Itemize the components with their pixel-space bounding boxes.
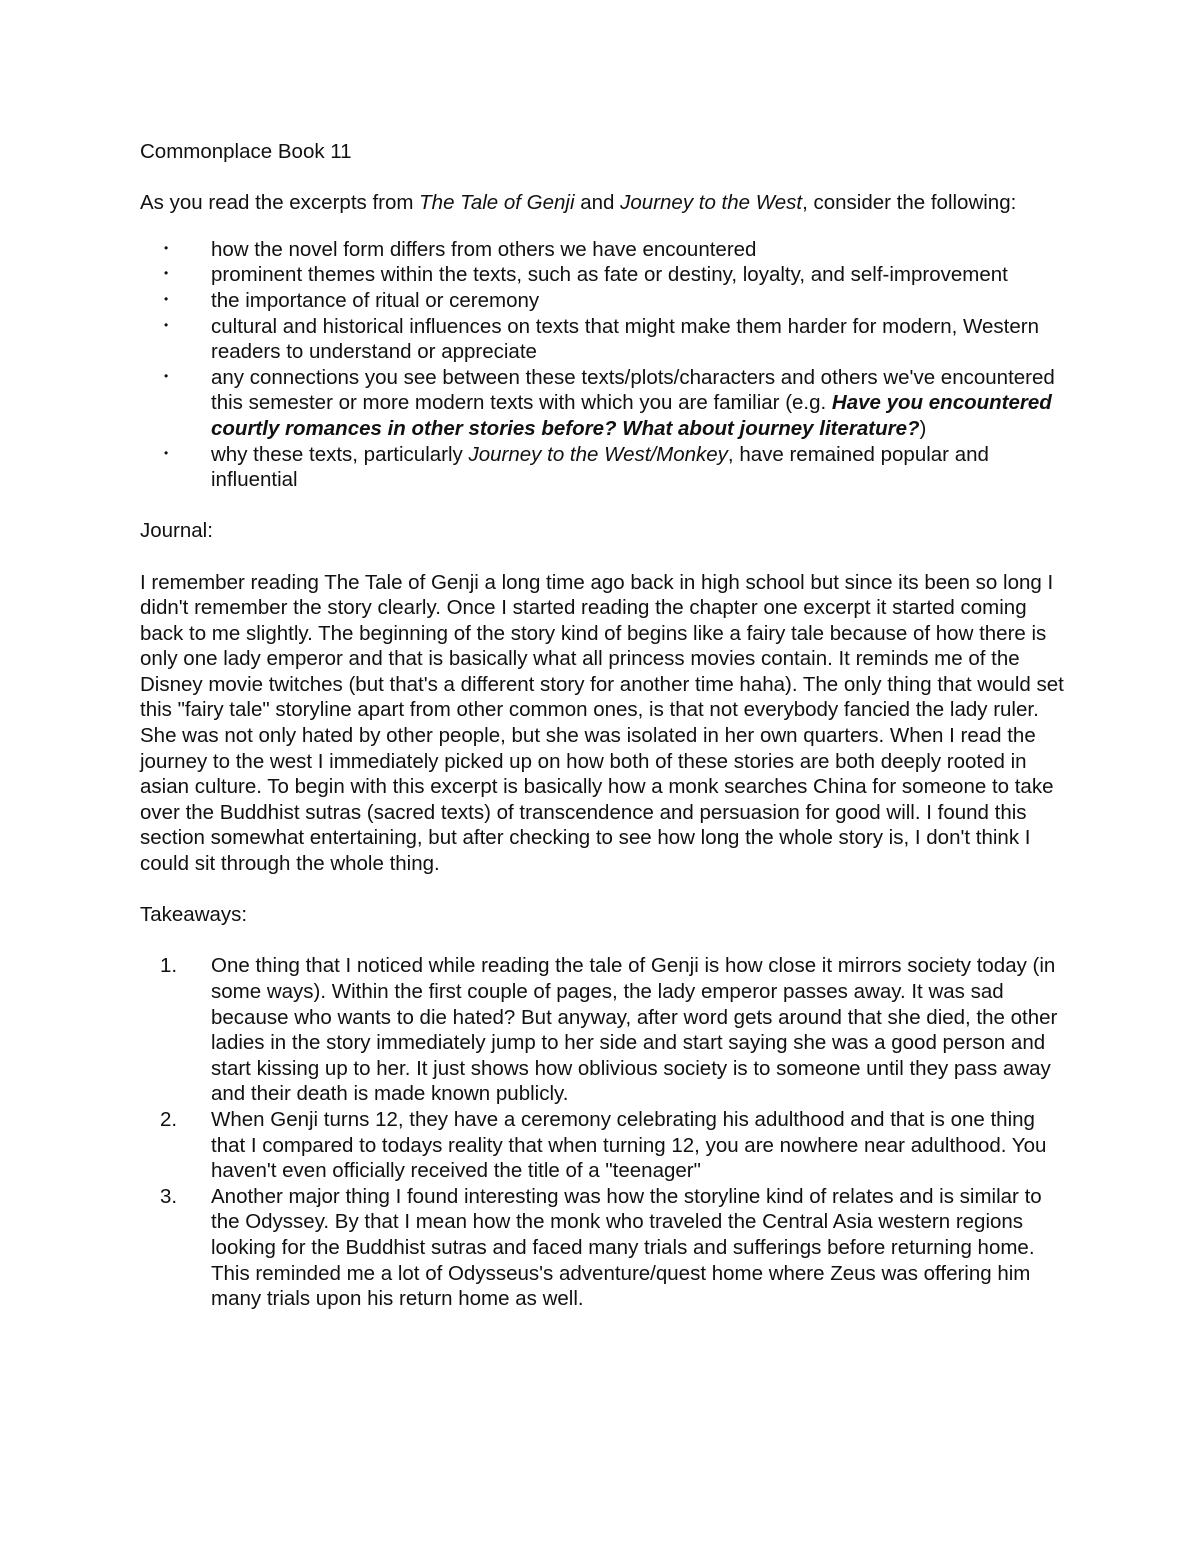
bullet-icon: •	[164, 445, 169, 460]
takeaways-list	[140, 953, 1065, 1311]
prompt-text-3: , consider the following:	[802, 191, 1017, 215]
list-item-text-end: )	[919, 416, 927, 440]
list-item-text: prominent themes within the texts, such as fate or destiny, loyalty, and self-improvement	[211, 263, 1008, 287]
bullet-icon: •	[164, 291, 169, 306]
list-item-text-end: , have remained popular and influential	[211, 442, 989, 492]
list-item-text: the importance of ritual or ceremony	[211, 288, 540, 312]
takeaway-item	[140, 1107, 1065, 1184]
list-item-text: any connections you see between these texts/plots/characters and others we've encountered this semester or more modern texts with which you are familiar (e.g.	[211, 365, 1055, 415]
document-title: Commonplace Book 11	[140, 140, 352, 163]
takeaways-heading: Takeaways:	[140, 903, 248, 927]
consideration-list	[140, 237, 1065, 493]
bullet-icon: •	[164, 240, 169, 255]
list-item-text: why these texts, particularly	[211, 442, 469, 466]
takeaway-number: 3.	[160, 1184, 178, 1208]
document-page	[140, 139, 1065, 1312]
takeaway-item	[140, 953, 1065, 1107]
list-item	[140, 365, 1065, 442]
journal-paragraph: I remember reading The Tale of Genji a long time ago back in high school but since its been so long I didn't remember the story clearly. Once I started reading the chapter one excerpt it started coming back to me slightly. The beginning of the story kind of begins like a fairy tale because of how there is only one lady emperor and that is basically what all princess movies contain. It reminds me of the Disney movie twitches (but that's a different story for another time haha). The only thing that would set this "fairy tale" storyline apart from other common ones, is that not everybody fancied the lady ruler. She was not only hated by other people, but she was isolated in her own quarters. When I read the journey to the west I immediately picked up on how both of these stories are both deeply rooted in asian culture. To begin with this excerpt is basically how a monk searches China for someone to take over the Buddhist sutras (sacred texts) of transcendence and persuasion for good will. I found this section somewhat entertaining, but after checking to see how long the whole story is, I don't think I could sit through the whole thing.	[140, 570, 1064, 876]
takeaway-text: When Genji turns 12, they have a ceremony celebrating his adulthood and that is one thing that I compared to todays reality that when turning 12, you are nowhere near adulthood. You haven't even officially received the title of a "teenager"	[211, 1107, 1047, 1183]
list-item	[140, 237, 1065, 263]
bullet-icon: •	[164, 317, 169, 332]
list-item-text: cultural and historical influences on texts that might make them harder for modern, Western readers to understand or appreciate	[211, 314, 1039, 364]
journal-heading: Journal:	[140, 519, 213, 543]
takeaway-number: 1.	[160, 954, 178, 978]
list-item-text: how the novel form differs from others we have encountered	[211, 237, 757, 261]
takeaway-number: 2.	[160, 1107, 178, 1131]
prompt-text-2: and	[574, 191, 621, 215]
list-item	[140, 262, 1065, 288]
takeaway-item	[140, 1184, 1065, 1312]
takeaway-text: Another major thing I found interesting was how the storyline kind of relates and is similar to the Odyssey. By that I mean how the monk who traveled the Central Asia western regions looking for the Buddhist sutras and faced many trials and sufferings before returning home. This reminded me a lot of Odysseus's adventure/quest home where Zeus was offering him many trials upon his return home as well.	[211, 1184, 1042, 1311]
bullet-icon: •	[164, 266, 169, 281]
bullet-icon: •	[164, 368, 169, 383]
list-item	[140, 442, 1065, 493]
prompt-text-1: As you read the excerpts from	[140, 191, 420, 215]
takeaway-text: One thing that I noticed while reading the tale of Genji is how close it mirrors society today (in some ways). Within the first couple of pages, the lady emperor passes away. It was sad because who wants to die hated? But anyway, after word gets around that she died, the other ladies in the story immediately jump to her side and start saying she was a good person and start kissing up to her. It just shows how oblivious society is to someone until they pass away and their death is made known publicly.	[211, 954, 1058, 1106]
prompt-book-genji: The Tale of Genji	[419, 191, 575, 215]
list-item	[140, 314, 1065, 365]
assignment-prompt	[140, 190, 1065, 216]
list-item	[140, 288, 1065, 314]
list-item-italic-question: Have you encountered courtly romances in other stories before? What about journey literature?	[211, 391, 1052, 440]
list-item-italic-title: Journey to the West/Monkey	[468, 442, 728, 466]
prompt-book-journey: Journey to the West	[620, 191, 803, 215]
